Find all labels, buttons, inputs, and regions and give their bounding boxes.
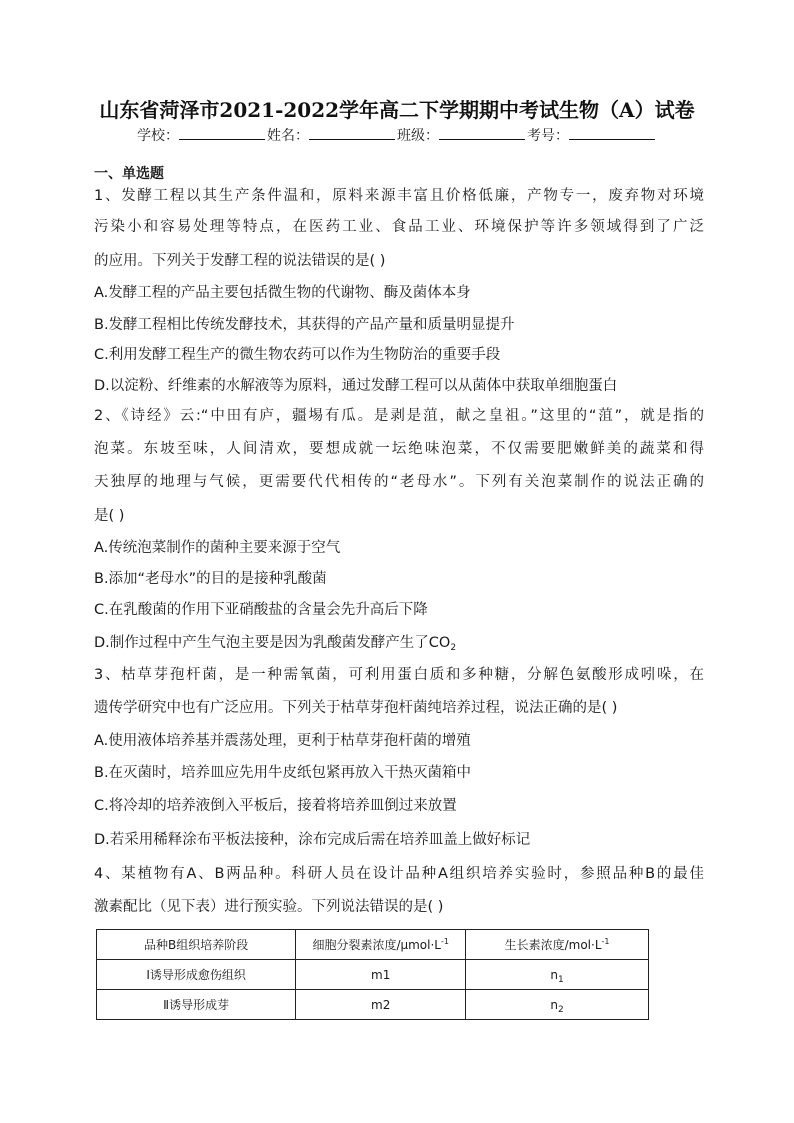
- cell-cytokinin: m2: [296, 990, 466, 1020]
- table-row: [97, 990, 649, 1020]
- cell-auxin: [466, 990, 649, 1020]
- question-3-option-d: D.若采用稀释涂布平板法接种，涂布完成后需在培养皿盖上做好标记: [94, 832, 531, 848]
- question-3-option-a: A.使用液体培养基并震荡处理，更利于枯草芽孢杆菌的增殖: [94, 733, 471, 749]
- class-blank: [439, 125, 525, 140]
- question-1-stem-line: 1、发酵工程以其生产条件温和，原料来源丰富且价格低廉，产物专一，废弃物对环境: [94, 188, 704, 204]
- table-header-row: [97, 930, 649, 960]
- superscript: -1: [440, 937, 449, 946]
- question-4-stem-line: 4、某植物有A、B两品种。科研人员在设计品种A组织培养实验时，参照品种B的最佳: [94, 866, 704, 882]
- question-1-stem-line: 的应用。下列关于发酵工程的说法错误的是( ): [94, 253, 386, 269]
- question-3-option-c: C.将冷却的培养液倒入平板后，接着将培养皿倒过来放置: [94, 798, 457, 814]
- question-2-stem-line: 泡菜。东坡至味，人间清欢，要想成就一坛绝味泡菜，不仅需要肥嫩鲜美的蔬菜和得: [94, 441, 704, 457]
- superscript: -1: [601, 937, 610, 946]
- exam-no-label: 考号：: [527, 128, 569, 144]
- subscript: 2: [558, 1004, 564, 1015]
- hormone-ratio-table: [96, 929, 649, 1020]
- cell-auxin: [466, 960, 649, 990]
- school-blank: [179, 125, 265, 140]
- question-1-option-a: A.发酵工程的产品主要包括微生物的代谢物、酶及菌体本身: [94, 285, 471, 301]
- cell-stage: Ⅱ诱导形成芽: [97, 990, 296, 1020]
- question-1-stem-line: 污染小和容易处理等特点，在医药工业、食品工业、环境保护等许多领域得到了广泛: [94, 219, 704, 235]
- header-cell-cytokinin: [296, 930, 466, 960]
- question-2-stem-line: 天独厚的地理与气候，更需要代代相传的“老母水”。下列有关泡菜制作的说法正确的: [94, 474, 704, 490]
- question-2-stem-line: 是( ): [94, 508, 125, 524]
- name-label: 姓名：: [267, 128, 309, 144]
- exam-no-blank: [569, 125, 655, 140]
- section-heading: 一、单选题: [94, 166, 164, 182]
- subscript: 1: [558, 974, 564, 985]
- table-row: [97, 960, 649, 990]
- student-info-line: [0, 125, 794, 147]
- subscript: 2: [450, 643, 457, 653]
- question-2-option-d: [94, 632, 704, 654]
- class-label: 班级：: [397, 128, 439, 144]
- question-4-stem-line: 激素配比（见下表）进行预实验。下列说法错误的是( ): [94, 899, 444, 915]
- auxin-symbol: n: [550, 997, 558, 1012]
- question-1-option-b: B.发酵工程相比传统发酵技术，其获得的产品产量和质量明显提升: [94, 317, 515, 333]
- header-cell-auxin: [466, 930, 649, 960]
- question-3-option-b: B.在灭菌时，培养皿应先用牛皮纸包紧再放入干热灭菌箱中: [94, 765, 472, 781]
- school-label: 学校：: [137, 128, 179, 144]
- question-2-stem-line: 2、《诗经》云:“中田有庐，疆埸有瓜。是剥是菹，献之皇祖。”这里的“菹”，就是指的: [94, 408, 704, 424]
- question-3-stem-line: 3、枯草芽孢杆菌，是一种需氧菌，可利用蛋白质和多种糖，分解色氨酸形成吲哚，在: [94, 667, 704, 683]
- question-1-option-c: C.利用发酵工程生产的微生物农药可以作为生物防治的重要手段: [94, 347, 501, 363]
- cell-cytokinin: m1: [296, 960, 466, 990]
- question-3-stem-line: 遗传学研究中也有广泛应用。下列关于枯草芽孢杆菌纯培养过程，说法正确的是( ): [94, 700, 618, 716]
- cell-stage: Ⅰ诱导形成愈伤组织: [97, 960, 296, 990]
- header-text: 细胞分裂素浓度/μmol·L: [312, 938, 441, 952]
- option-d-text: D.制作过程中产生气泡主要是因为乳酸菌发酵产生了CO: [94, 635, 451, 651]
- question-2-option-c: C.在乳酸菌的作用下亚硝酸盐的含量会先升高后下降: [94, 602, 428, 618]
- header-text: 生长素浓度/mol·L: [504, 938, 602, 952]
- question-2-option-b: B.添加“老母水”的目的是接种乳酸菌: [94, 571, 327, 587]
- header-cell-stage: 品种B组织培养阶段: [97, 930, 296, 960]
- question-1-option-d: D.以淀粉、纤维素的水解液等为原料，通过发酵工程可以从菌体中获取单细胞蛋白: [94, 378, 618, 394]
- auxin-symbol: n: [550, 967, 558, 982]
- page-title: 山东省菏泽市2021-2022学年高二下学期期中考试生物（A）试卷: [99, 98, 695, 122]
- question-2-option-a: A.传统泡菜制作的菌种主要来源于空气: [94, 540, 341, 556]
- name-blank: [309, 125, 395, 140]
